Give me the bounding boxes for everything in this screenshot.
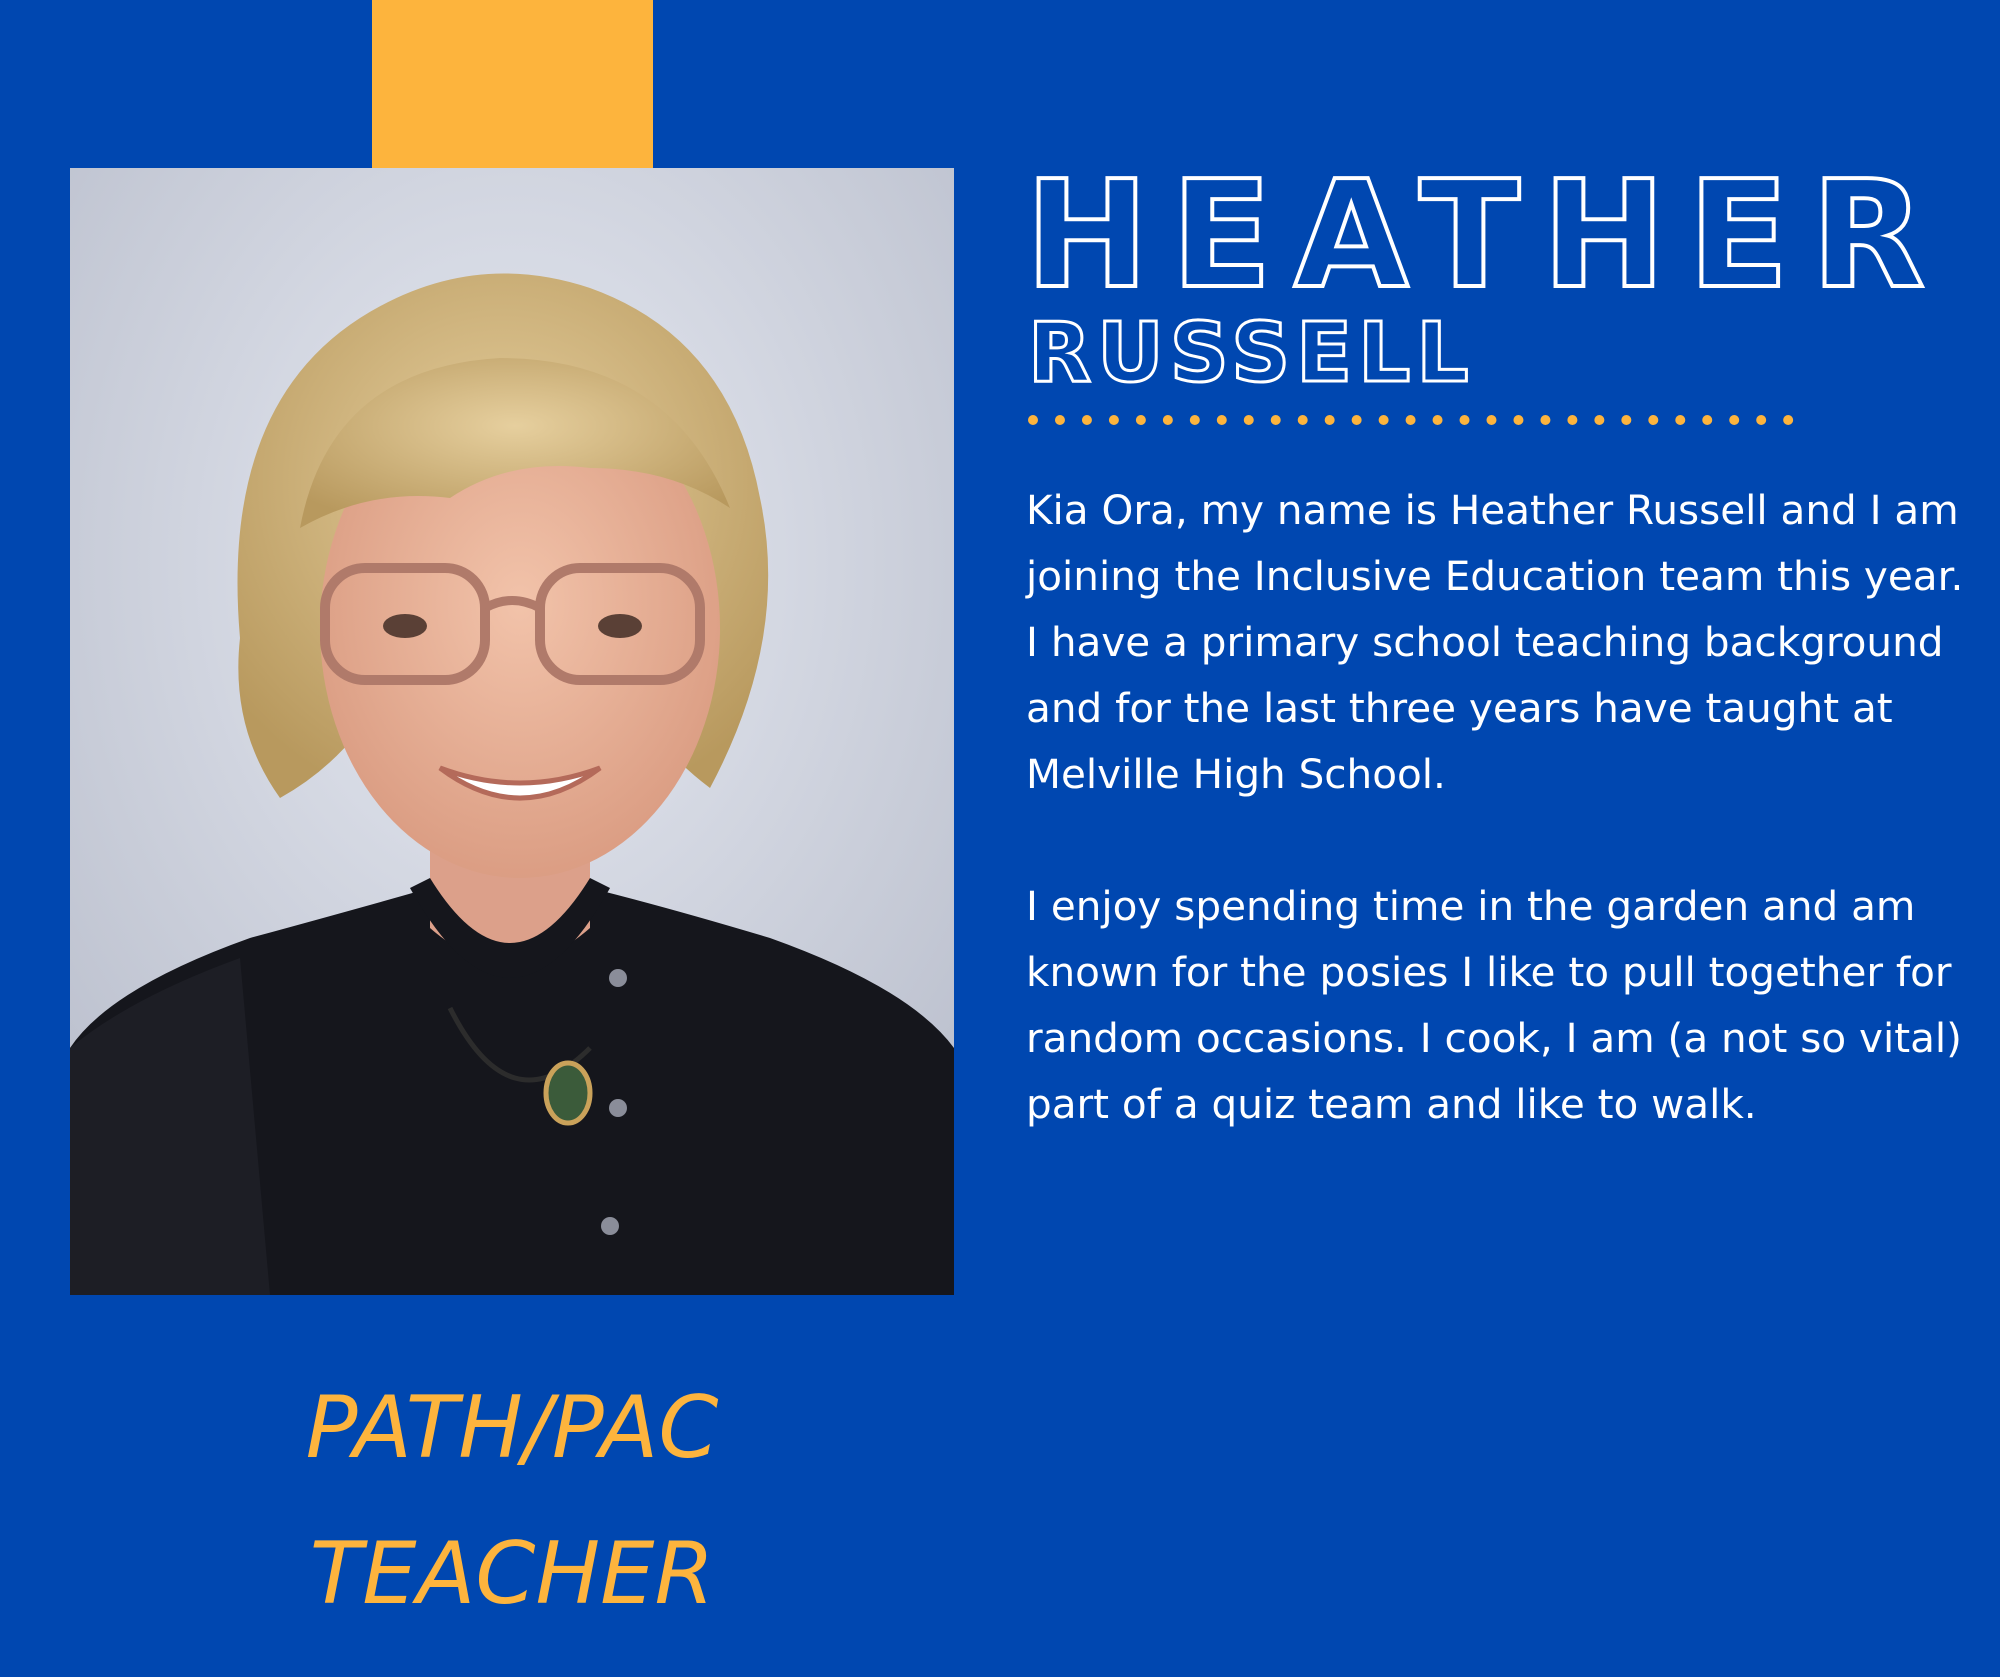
role-line: TEACHER xyxy=(309,1524,715,1624)
dotted-divider xyxy=(1025,412,1822,428)
accent-bar xyxy=(372,0,653,168)
profile-photo xyxy=(70,168,954,1295)
role-title xyxy=(70,1355,954,1647)
bio-paragraph: I enjoy spending time in the garden and am known for the posies I like to pull together for random occasions. I cook, I am (a not so vital) part of a quiz team and like to walk. xyxy=(1026,882,1962,1128)
portrait-illustration xyxy=(70,168,954,1295)
role-line: PATH/PAC xyxy=(305,1378,719,1478)
first-name-heading: HEATHER xyxy=(1025,149,1947,321)
bio-paragraph: Kia Ora, my name is Heather Russell and I am joining the Inclusive Education team this year. I have a primary school teaching background and for the last three years have taught at Melville High School. xyxy=(1026,486,1964,798)
last-name-heading: RUSSELL xyxy=(1028,306,1475,401)
bio-text xyxy=(1026,477,1986,1203)
